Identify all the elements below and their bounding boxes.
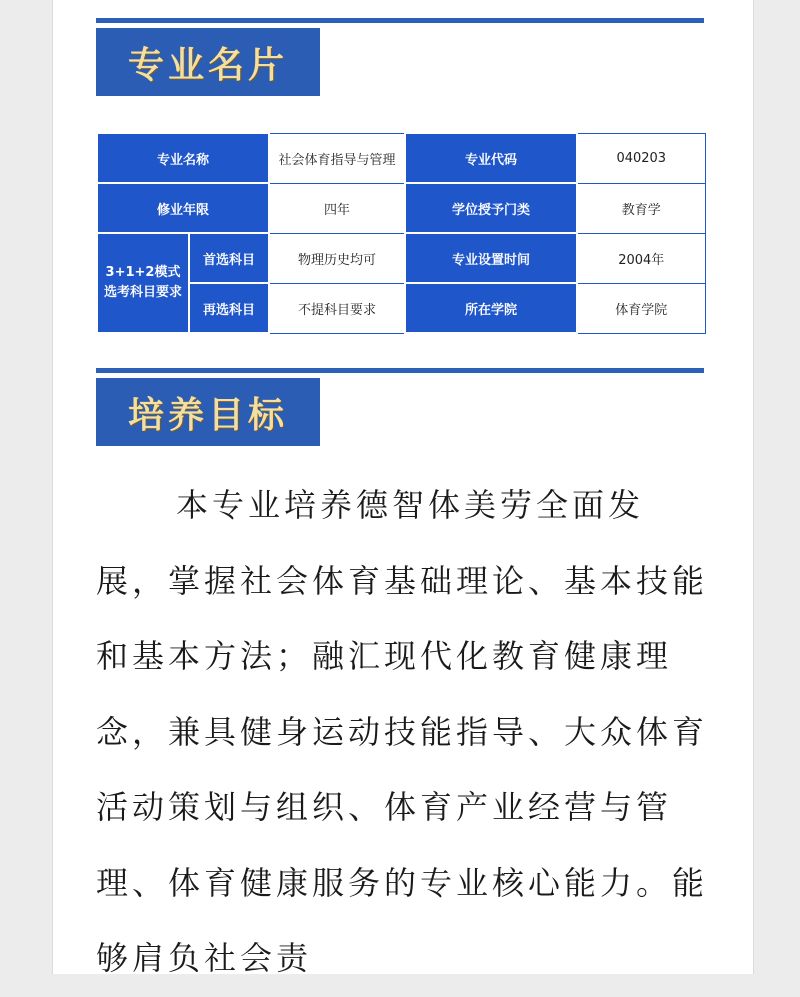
degree-value: 教育学: [577, 183, 705, 233]
section-title-major-card: 专业名片: [96, 28, 320, 96]
section-divider: [96, 18, 704, 23]
second-subject-label: 再选科目: [189, 283, 269, 333]
college-label: 所在学院: [405, 283, 577, 333]
major-info-table: [96, 132, 706, 334]
subject-requirement-label: [97, 233, 189, 333]
college-value: 体育学院: [577, 283, 705, 333]
subject-requirement-line2: 选考科目要求: [103, 285, 182, 300]
table-row: [97, 233, 705, 283]
table-row: [97, 183, 705, 233]
major-code-value: 040203: [577, 133, 705, 183]
training-goal-paragraph: 本专业培养德智体美劳全面发展，掌握社会体育基础理论、基本技能和基本方法；融汇现代化教育健康理念，兼具健身运动技能指导、大众体育活动策划与组织、体育产业经营与管理、体育健康服务的专业核心能力。能够肩负社会责: [96, 486, 709, 977]
duration-value: 四年: [269, 183, 405, 233]
table-row: [97, 133, 705, 183]
subject-requirement-line1: 3+1+2模式: [105, 265, 181, 280]
major-name-value: 社会体育指导与管理: [269, 133, 405, 183]
major-name-label: 专业名称: [97, 133, 269, 183]
major-code-label: 专业代码: [405, 133, 577, 183]
set-time-label: 专业设置时间: [405, 233, 577, 283]
degree-label: 学位授予门类: [405, 183, 577, 233]
set-time-value: 2004年: [577, 233, 705, 283]
first-subject-label: 首选科目: [189, 233, 269, 283]
duration-label: 修业年限: [97, 183, 269, 233]
first-subject-value: 物理历史均可: [269, 233, 405, 283]
second-subject-value: 不提科目要求: [269, 283, 405, 333]
section-title-training-goal: 培养目标: [96, 378, 320, 446]
table-row: [97, 283, 705, 333]
section-divider: [96, 368, 704, 373]
